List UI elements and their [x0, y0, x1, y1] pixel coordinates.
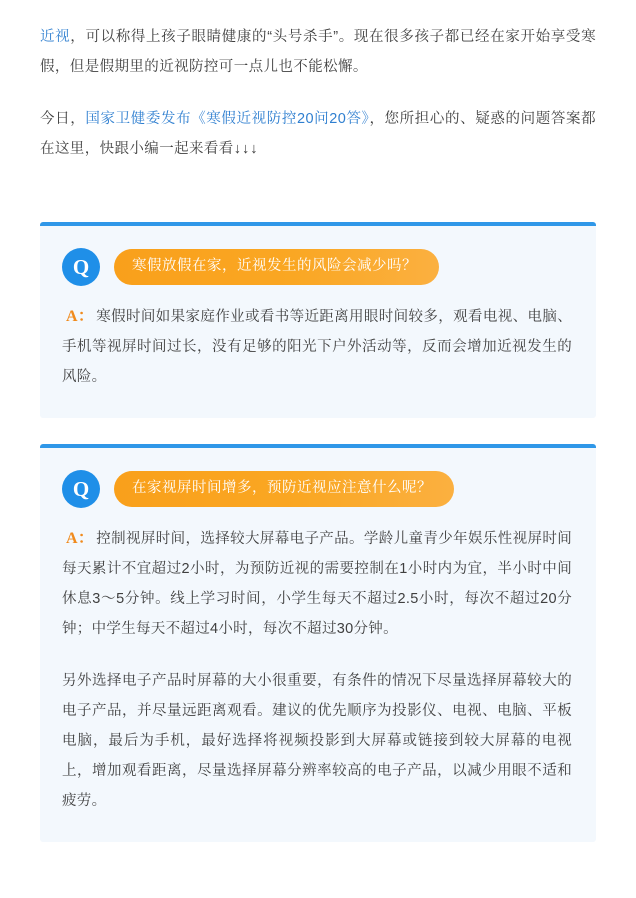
question-badge-icon: Q — [62, 248, 100, 286]
question-row — [62, 470, 572, 508]
intro-paragraph-1 — [40, 22, 596, 82]
answer-marker: A： — [66, 308, 95, 325]
intro-paragraph-2-prefix: 今日， — [40, 111, 86, 127]
answer-block — [62, 302, 572, 392]
intro-paragraph-2 — [40, 104, 596, 164]
intro-paragraph-2-text: ，您所担心的、疑惑的问题答案都在这里，快跟小编一起来看看 — [40, 111, 597, 157]
answer-marker: A： — [66, 530, 95, 547]
intro-section — [40, 22, 596, 164]
down-arrows-icon: ↓↓↓ — [233, 141, 259, 157]
intro-keyword: 近视 — [40, 29, 71, 45]
intro-cards-spacer — [40, 186, 596, 222]
intro-paragraph-1-text: ，可以称得上孩子眼睛健康的“头号杀手”。现在很多孩子都已经在家开始享受寒假，但是假期里的近视防控可一点儿也不能松懈。 — [40, 29, 596, 75]
question-badge-icon: Q — [62, 470, 100, 508]
qa-card-2 — [40, 444, 596, 842]
answer-paragraph-extra: 另外选择电子产品时屏幕的大小很重要，有条件的情况下尽量选择屏幕较大的电子产品，并尽量远距离观看。建议的优先顺序为投影仪、电视、电脑、平板电脑，最后为手机，最好选择将视频投影到大屏幕或链接到较大屏幕的电视上，增加观看距离，尽量选择屏幕分辨率较高的电子产品，以减少用眼不适和疲劳。 — [62, 673, 572, 809]
answer-text: 寒假时间如果家庭作业或看书等近距离用眼时间较多，观看电视、电脑、手机等视屏时间过长，没有足够的阳光下户外活动等，反而会增加近视发生的风险。 — [62, 309, 572, 385]
answer-paragraph — [62, 302, 572, 392]
question-text: 在家视屏时间增多，预防近视应注意什么呢？ — [114, 471, 454, 507]
answer-paragraph — [62, 524, 572, 644]
question-text: 寒假放假在家，近视发生的风险会减少吗？ — [114, 249, 439, 285]
question-row — [62, 248, 572, 286]
answer-block — [62, 524, 572, 816]
answer-text: 控制视屏时间，选择较大屏幕电子产品。学龄儿童青少年娱乐性视屏时间每天累计不宜超过2小时，为预防近视的需要控制在1小时内为宜，半小时中间休息3～5分钟。线上学习时间，小学生每天不超过2.5小时，每次不超过20分钟；中学生每天不超过4小时，每次不超过30分钟。 — [62, 531, 572, 637]
qa-card-1 — [40, 222, 596, 418]
report-link[interactable]: 国家卫健委发布《寒假近视防控20问20答》 — [85, 111, 370, 127]
